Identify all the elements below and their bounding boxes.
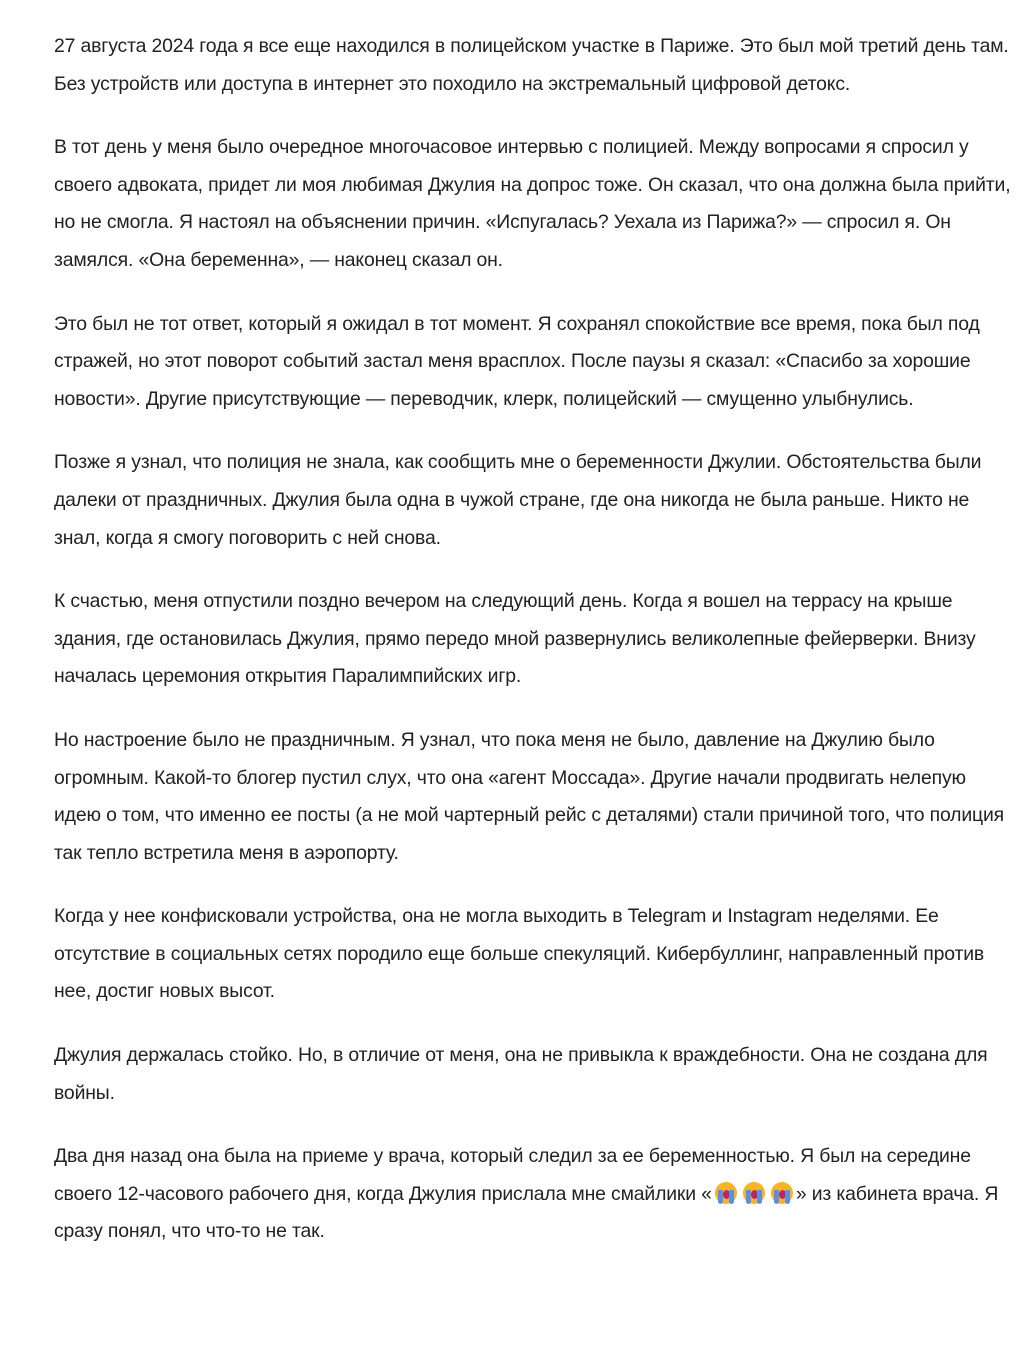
- loudly-crying-face-icon: [743, 1182, 765, 1204]
- paragraph-5: К счастью, меня отпустили поздно вечером на следующий день. Когда я вошел на террасу на крыше здания, где остановилась Джулия, прямо передо мной развернулись великолепные фейерверки. Внизу началась церемония открытия Паралимпийских игр.: [54, 590, 976, 688]
- article-body: [54, 28, 1016, 1277]
- loudly-crying-face-icon: [715, 1182, 737, 1204]
- paragraph-7: Когда у нее конфисковали устройства, она не могла выходить в Telegram и Instagram неделями. Ее отсутствие в социальных сетях породило еще больше спекуляций. Кибербуллинг, направленный против нее, достиг новых высот.: [54, 905, 985, 1003]
- loudly-crying-face-icon: [771, 1182, 793, 1204]
- paragraph-4: Позже я узнал, что полиция не знала, как сообщить мне о беременности Джулии. Обстоятельства были далеки от праздничных. Джулия была одна в чужой стране, где она никогда не была раньше. Никто не знал, когда я смогу поговорить с ней снова.: [54, 451, 982, 549]
- paragraph-6: Но настроение было не праздничным. Я узнал, что пока меня не было, давление на Джулию было огромным. Какой-то блогер пустил слух, что она «агент Моссада». Другие начали продвигать нелепую идею о том, что именно ее посты (а не мой чартерный рейс с деталями) стали причиной того, что полиция так тепло встретила меня в аэропорту.: [54, 728, 1004, 864]
- paragraph-8: Джулия держалась стойко. Но, в отличие от меня, она не привыкла к враждебности. Она не создана для войны.: [54, 1044, 988, 1104]
- paragraph-2: В тот день у меня было очередное многочасовое интервью с полицией. Между вопросами я спросил у своего адвоката, придет ли моя любимая Джулия на допрос тоже. Он сказал, что она должна была прийти, но не смогла. Я настоял на объяснении причин. «Испугалась? Уехала из Парижа?» — спросил я. Он замялся. «Она беременна», — наконец сказал он.: [54, 136, 1011, 271]
- paragraph-9: [54, 1138, 1016, 1251]
- paragraph-9-text-end: » из кабинета врача. Я сразу понял, что что-то не так.: [54, 1182, 999, 1243]
- paragraph-1: 27 августа 2024 года я все еще находился в полицейском участке в Париже. Это был мой третий день там. Без устройств или доступа в интернет это походило на экстремальный цифровой детокс.: [54, 35, 1009, 95]
- paragraph-3: Это был не тот ответ, который я ожидал в тот момент. Я сохранял спокойствие все время, пока был под стражей, но этот поворот событий застал меня врасплох. После паузы я сказал: «Спасибо за хорошие новости». Другие присутствующие — переводчик, клерк, полицейский — смущенно улыбнулись.: [54, 312, 980, 410]
- paragraph-9-text-start: Два дня назад она была на приеме у врача, который следил за ее беременностью. Я был на середине своего 12-часового рабочего дня, когда Джулия прислала мне смайлики «: [54, 1145, 971, 1205]
